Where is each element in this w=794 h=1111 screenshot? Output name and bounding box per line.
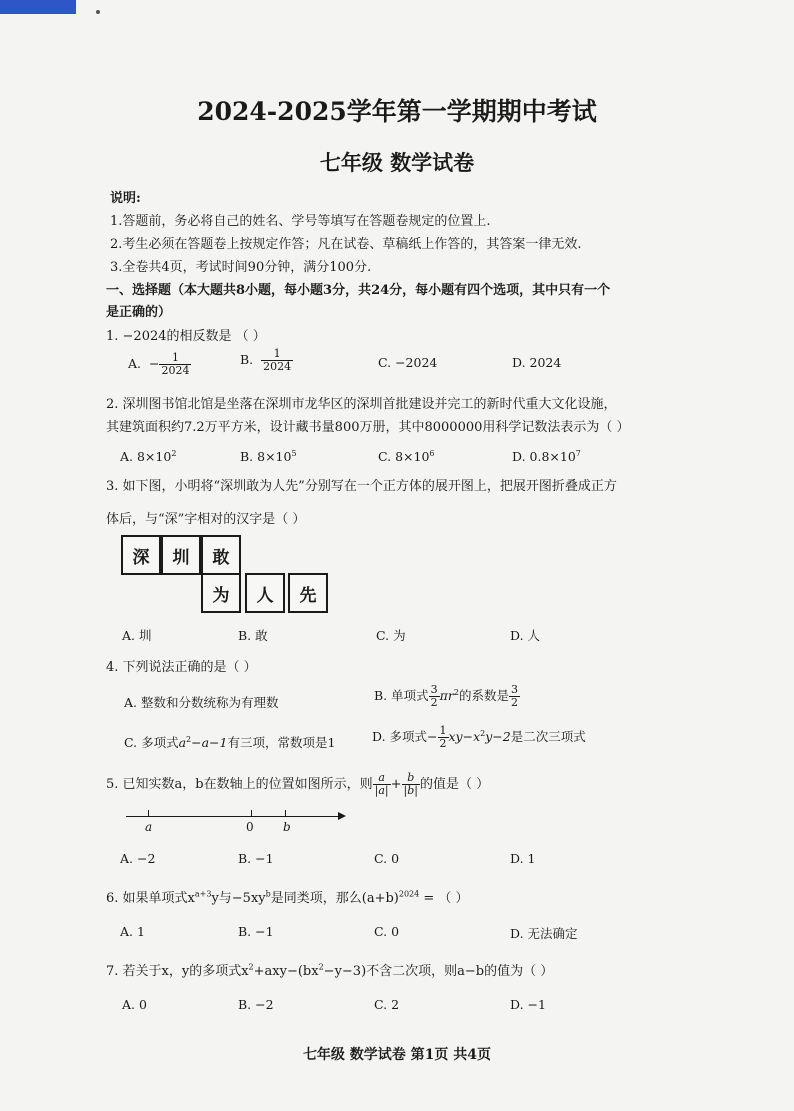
cube-net-cell-6: 先	[288, 573, 328, 613]
q4-stem: 4. 下列说法正确的是（ ）	[106, 660, 257, 675]
number-line-label-zero: 0	[246, 820, 254, 834]
q1-option-b: B. $\frac{1}{2024}$	[240, 347, 292, 373]
q5-option-d: D. 1	[510, 851, 536, 866]
q5-stem: 5. 已知实数a，b在数轴上的位置如图所示，则 $\frac{a}{|a|}$ + $\frac{b}{|b|}$ 的值是（ ）	[106, 771, 490, 797]
q2-option-d: D. $0.8\times 10^7$	[512, 449, 581, 465]
cube-net-cell-3: 敢	[201, 535, 241, 575]
number-line-label-a: a	[145, 820, 153, 834]
q4-option-a: A. 整数和分数统称为有理数	[124, 695, 279, 710]
instruction-item-2: 2.考生必须在答题卷上按规定作答；凡在试卷、草稿纸上作答的，其答案一律无效.	[110, 237, 582, 252]
q1-stem: 1. −2024的相反数是 （ ）	[106, 329, 266, 344]
q6-stem: 6. 如果单项式$x^{a+3}y$与$-5xy^b$是同类项，那么$(a+b)^{2024}$ = （ ）	[106, 889, 469, 906]
q3-option-d: D. 人	[510, 628, 541, 643]
q6-option-d: D. 无法确定	[510, 926, 578, 941]
section1-heading-cont: 是正确的）	[106, 305, 172, 320]
q7-option-c: C. 2	[374, 997, 400, 1012]
q3-stem-line2: 体后，与“深”字相对的汉字是（ ）	[106, 512, 306, 527]
q2-stem-line2: 其建筑面积约7.2万平方米，设计藏书量800万册，其中8000000用科学记数法表示为（ ）	[106, 420, 630, 435]
q7-option-d: D. −1	[510, 997, 546, 1012]
q4-option-d: D. 多项式− $\frac{1}{2}$ $xy-x^2y-2$是二次三项式	[372, 724, 586, 750]
q2-stem-line1: 2. 深圳图书馆北馆是坐落在深圳市龙华区的深圳首批建设并完工的新时代重大文化设施，	[106, 397, 617, 412]
instruction-item-1: 1.答题前，务必将自己的姓名、学号等填写在答题卷规定的位置上.	[110, 214, 491, 229]
q2-option-a: A. $8\times 10^2$	[120, 449, 177, 465]
q7-stem: 7. 若关于x，y的多项式$x^2+axy-(bx^2-y-3)$不含二次项，则a−b的值为（ ）	[106, 962, 554, 979]
q7-option-b: B. −2	[238, 997, 274, 1012]
q6-option-b: B. −1	[238, 924, 274, 939]
exam-subtitle: 七年级 数学试卷	[319, 150, 475, 175]
number-line-tick-a	[148, 810, 149, 817]
number-line-arrow	[338, 812, 346, 820]
page-footer: 七年级 数学试卷 第1页 共4页	[302, 1047, 492, 1063]
number-line-tick-zero	[251, 810, 252, 817]
q1-option-c: C. −2024	[378, 355, 438, 370]
q2-option-b: B. $8\times 10^5$	[240, 449, 297, 465]
cube-net-cell-5: 人	[245, 573, 285, 613]
q3-option-b: B. 敢	[238, 628, 268, 643]
q6-option-c: C. 0	[374, 924, 400, 939]
number-line-axis	[126, 816, 340, 817]
q5-option-a: A. −2	[120, 851, 156, 866]
q3-option-a: A. 圳	[122, 628, 152, 643]
cube-net-cell-2: 圳	[161, 535, 201, 575]
number-line-tick-b	[285, 810, 286, 817]
cube-net-cell-4: 为	[201, 573, 241, 613]
section1-heading: 一、选择题（本大题共8小题，每小题3分，共24分，每小题有四个选项，其中只有一个	[106, 283, 611, 298]
scan-speck	[96, 10, 100, 14]
q3-stem-line1: 3. 如下图，小明将“深圳敢为人先”分别写在一个正方体的展开图上，把展开图折叠成正方	[106, 479, 617, 494]
scan-corner-mark	[0, 0, 76, 14]
q3-option-c: C. 为	[376, 628, 406, 643]
instructions-heading: 说明:	[110, 191, 141, 206]
cube-net-cell-1: 深	[121, 535, 161, 575]
exam-title: 2024-2025学年第一学期期中考试	[197, 97, 597, 126]
q2-option-c: C. $8\times 10^6$	[378, 449, 435, 465]
q6-option-a: A. 1	[120, 924, 145, 939]
q4-option-c: C. 多项式$a^2-a-1$有三项，常数项是1	[124, 734, 336, 750]
instruction-item-3: 3.全卷共4页，考试时间90分钟，满分100分.	[110, 260, 372, 275]
number-line-label-b: b	[283, 820, 291, 834]
q7-option-a: A. 0	[122, 997, 147, 1012]
q1-option-d: D. 2024	[512, 355, 562, 370]
q4-option-b: B. 单项式 $\frac{3}{2}$ $\pi r^2$的系数是 $\frac{3}{2}$	[374, 683, 518, 709]
q5-option-b: B. −1	[238, 851, 274, 866]
q1-option-a: A. − $\frac{1}{2024}$	[128, 351, 190, 377]
q5-option-c: C. 0	[374, 851, 400, 866]
